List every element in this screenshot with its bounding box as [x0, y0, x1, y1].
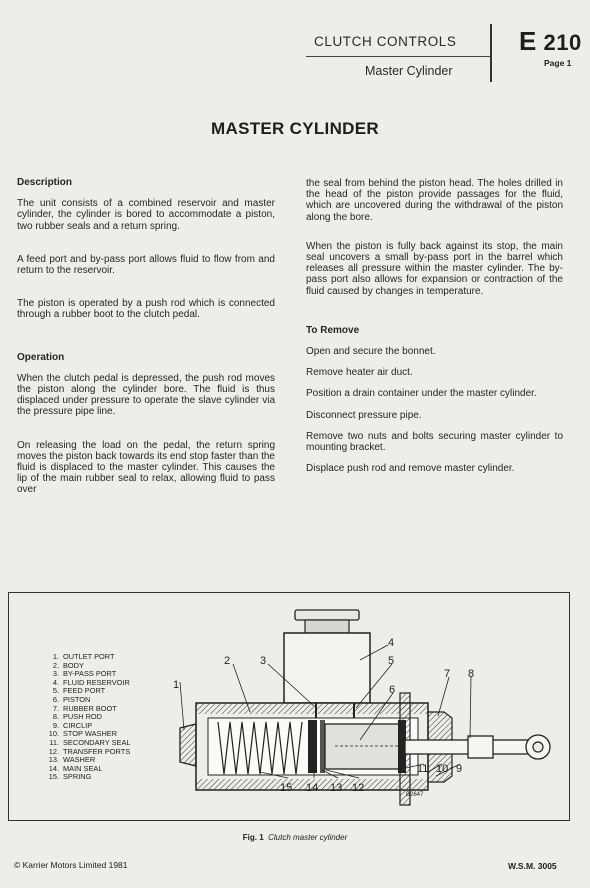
callout-9: 9 [456, 763, 463, 775]
header-divider [490, 24, 492, 82]
operation-paragraph: When the clutch pedal is depressed, the push rod moves the piston along the cylinder bore. The fluid is thus displaced under pressure to operate the slave cylinder via the pressure pipe line. [17, 372, 275, 418]
legend-item: 13. WASHER [48, 755, 96, 765]
legend-item: 9. CIRCLIP [52, 720, 93, 730]
continued-paragraph: the seal from behind the piston head. The holes drilled in the head of the piston provide passages for the fluid, which are uncovered during the withdrawal of the piston along the bore. [306, 178, 563, 223]
legend-item: 10. STOP WASHER [48, 729, 118, 739]
outlet-port [180, 724, 196, 766]
manual-code [519, 26, 582, 57]
remove-step: Displace push rod and remove master cylinder. [306, 463, 515, 475]
to-remove-heading: To Remove [306, 324, 360, 336]
figure-legend [42, 653, 131, 782]
callout-6: 6 [389, 684, 396, 696]
operation-heading: Operation [17, 351, 65, 363]
left-column [17, 177, 275, 496]
fluid-reservoir [284, 633, 370, 703]
description-heading: Description [17, 177, 73, 188]
reservoir-cap [295, 610, 359, 633]
callout-14: 14 [306, 782, 319, 794]
legend-item: 6. PISTON [52, 694, 91, 704]
legend-item: 12. TRANSFER PORTS [48, 746, 131, 756]
remove-step: Position a drain container under the master cylinder. [306, 388, 537, 400]
callout-3: 3 [260, 655, 267, 667]
code-letter: E [519, 26, 537, 56]
subsection-title: Master Cylinder [365, 64, 453, 78]
remove-step: Disconnect pressure pipe. [306, 409, 422, 421]
code-number: 210 [543, 30, 582, 55]
description-paragraph: The unit consists of a combined reservoir and master cylinder, the cylinder is bored to accommodate a piston, two rubber seals and a return spring. [17, 198, 275, 232]
callout-13: 13 [330, 782, 343, 794]
legend-item: 14. MAIN SEAL [48, 763, 103, 773]
header-rule [306, 56, 490, 57]
callout-2: 2 [224, 655, 231, 667]
legend-item: 5. FEED PORT [52, 686, 106, 696]
callout-10: 10 [436, 763, 449, 775]
legend-item: 2. BODY [52, 660, 84, 670]
callout-5: 5 [388, 655, 395, 667]
page-title: MASTER CYLINDER [211, 119, 379, 138]
continued-paragraph: When the piston is fully back against its stop, the main seal uncovers a small by-pass port in the barrel which releases all pressure within the master cylinder. The by-pass port also allows for expansion or contraction of the fluid caused by changes in temperature. [306, 240, 563, 297]
operation-paragraph: On releasing the load on the pedal, the return spring moves the piston back towards its end stop faster than the fluid is displaced to the master cylinder. This causes the lip of the main rubber seal to relax, allowing fluid to pass over [17, 439, 275, 496]
master-cylinder-diagram [160, 600, 560, 820]
drawing-code: B2647 [406, 792, 424, 798]
figure-caption: Fig. 1 Clutch master cylinder [242, 833, 348, 842]
remove-step: Remove two nuts and bolts securing master cylinder to mounting bracket. [306, 430, 563, 454]
legend-item: 4. FLUID RESERVOIR [52, 677, 130, 687]
legend-item: 1. OUTLET PORT [52, 652, 115, 661]
callout-11: 11 [417, 763, 429, 775]
description-paragraph: A feed port and by-pass port allows fluid to flow from and return to the reservoir. [17, 253, 275, 277]
callout-15: 15 [280, 782, 293, 794]
page-number: Page 1 [544, 58, 572, 68]
remove-step: Open and secure the bonnet. [306, 346, 436, 358]
callout-8: 8 [468, 668, 475, 680]
callout-1: 1 [173, 679, 180, 691]
legend-item: 11. SECONDARY SEAL [49, 737, 131, 747]
main-seal [308, 720, 317, 773]
callout-7: 7 [444, 668, 451, 680]
description-paragraph: The piston is operated by a push rod which is connected through a rubber boot to the clutch pedal. [17, 298, 275, 321]
legend-item: 15. SPRING [48, 772, 92, 782]
remove-step: Remove heater air duct. [306, 367, 413, 379]
copyright-notice: © Karrier Motors Limited 1981 [14, 860, 128, 870]
section-title: CLUTCH CONTROLS [314, 34, 457, 49]
piston [325, 724, 405, 769]
manual-reference: W.S.M. 3005 [508, 861, 557, 871]
right-column [306, 178, 563, 474]
legend-item: 3. BY-PASS PORT [52, 669, 117, 679]
callout-4: 4 [388, 637, 395, 649]
callout-12: 12 [352, 782, 365, 794]
legend-item: 8. PUSH ROD [52, 712, 103, 722]
washer [320, 720, 325, 773]
legend-item: 7. RUBBER BOOT [52, 703, 117, 713]
